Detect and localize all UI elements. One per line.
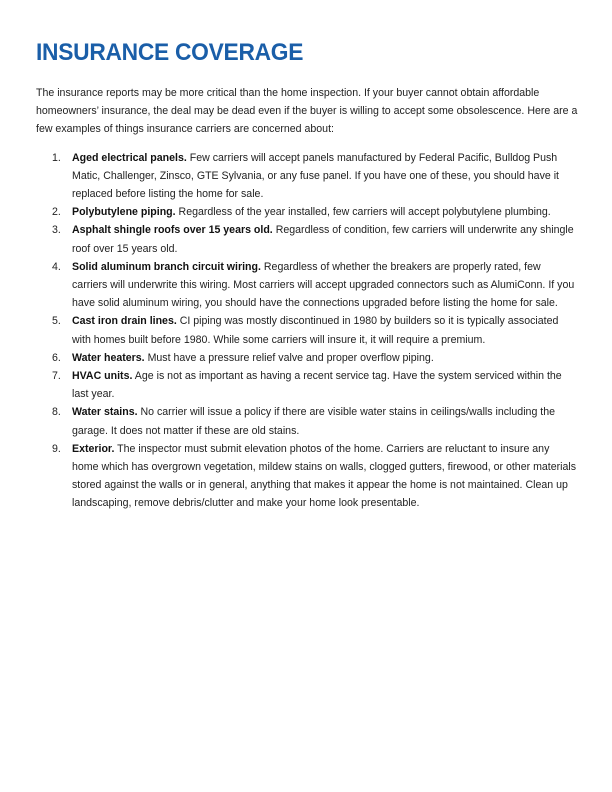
list-item-heading: Polybutylene piping.	[72, 206, 176, 219]
list-item-heading: Asphalt shingle roofs over 15 years old.	[72, 224, 273, 237]
intro-paragraph: The insurance reports may be more critical than the home inspection. If your buyer cannot obtain affordable homeowners’ insurance, the deal may be dead even if the buyer is willing to accept some obsolescence. Here are a few examples of things insurance carriers are concerned about:	[36, 87, 578, 136]
list-item-number: 6.	[52, 351, 61, 364]
list-item-heading: Aged electrical panels.	[72, 151, 187, 164]
list-item-text: Regardless of condition, few carriers will underwrite any shingle roof over 15 years old.	[72, 224, 574, 255]
list-item-heading: Water heaters.	[72, 351, 145, 364]
list-item-number: 5.	[52, 315, 61, 328]
list-item-number: 1.	[52, 151, 61, 164]
list-item	[36, 403, 578, 439]
list-item-heading: Exterior.	[72, 442, 115, 455]
list-item-number: 7.	[52, 370, 61, 383]
list-item	[36, 312, 578, 348]
list-item-heading: Solid aluminum branch circuit wiring.	[72, 260, 261, 273]
list-item-heading: Cast iron drain lines.	[72, 315, 177, 328]
list-item-number: 8.	[52, 406, 61, 419]
list-item	[36, 221, 578, 257]
list-item-text: Age is not as important as having a recent service tag. Have the system serviced within the last year.	[72, 370, 562, 401]
list-item-heading: Water stains.	[72, 406, 138, 419]
list-item	[36, 367, 578, 403]
document-page	[36, 38, 578, 513]
list-item-number: 4.	[52, 260, 61, 273]
list-item-text: CI piping was mostly discontinued in 1980 by builders so it is typically associated with homes built before 1980. While some carriers will insure it, it will require a premium.	[72, 315, 559, 346]
list-item	[36, 440, 578, 513]
list-item	[36, 258, 578, 313]
list-item	[36, 149, 578, 204]
list-item-text: Must have a pressure relief valve and proper overflow piping.	[147, 351, 434, 364]
list-item	[36, 349, 578, 367]
list-item-text: Regardless of the year installed, few carriers will accept polybutylene plumbing.	[178, 206, 551, 219]
list-item-number: 9.	[52, 442, 61, 455]
list-item-number: 2.	[52, 206, 61, 219]
list-item-number: 3.	[52, 224, 61, 237]
list-item-heading: HVAC units.	[72, 370, 133, 383]
list-item	[36, 203, 578, 221]
list-item-text: No carrier will issue a policy if there are visible water stains in ceilings/walls including the garage. It does not matter if these are old stains.	[72, 406, 556, 437]
list-item-text: Regardless of whether the breakers are properly rated, few carriers will underwrite this wiring. Most carriers will accept upgraded connectors such as AlumiConn. If you have solid aluminum wiring, you should have the connections upgraded before listing the home for sale.	[72, 260, 575, 310]
list-item-text: Few carriers will accept panels manufactured by Federal Pacific, Bulldog Push Matic, Challenger, Zinsco, GTE Sylvania, or any fuse panel. If you have one of these, you should have it replaced before listing the home for sale.	[72, 151, 559, 201]
list-item-text: The inspector must submit elevation photos of the home. Carriers are reluctant to insure any home which has overgrown vegetation, mildew stains on walls, clogged gutters, firewood, or other materials stored against the walls or in general, anything that makes it appear the home is not maintained. Clean up landscaping, remove debris/clutter and make your home look presentable.	[72, 442, 577, 510]
concerns-list	[36, 149, 578, 513]
page-title: INSURANCE COVERAGE	[36, 39, 304, 66]
